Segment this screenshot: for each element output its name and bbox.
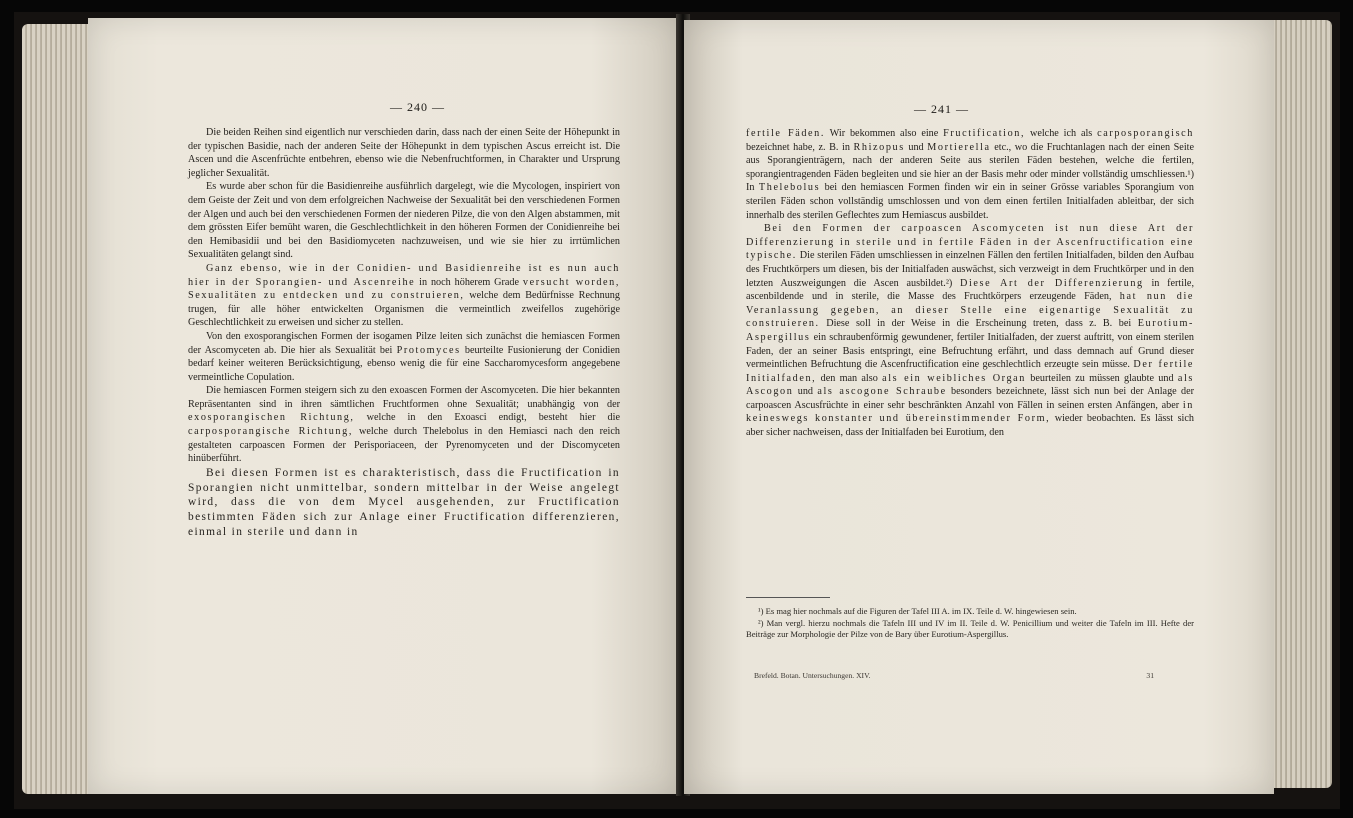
right-p2-i: Der fertile Initialfaden, xyxy=(746,359,1194,384)
right-p2-k: als ein weibliches Organ xyxy=(882,372,1026,384)
right-p2-r: wieder beobachten. Es lässt sich aber sicher nachweisen, dass der Initialfaden bei Eurotium, den xyxy=(746,413,1194,439)
left-p3-spaced2: versucht worden, Sexualitäten zu entdecken und zu construieren, xyxy=(188,276,620,302)
right-p1-a: fertile Fäden. xyxy=(746,128,826,139)
right-p2-n: und xyxy=(793,386,818,398)
right-p2-m: als Ascogon xyxy=(746,372,1194,398)
right-p2-b: Die sterilen Fäden umschliessen in einzelnen Fällen den fertilen Initialfaden, bilden den Aufbau des Fruchtkörpers um diesen, bis der Initialfaden auswächst, sich verzweigt in dem Fruchtkörper und in den letzten Auszweigungen die Ascen ausbildet.²) xyxy=(746,250,1194,289)
right-p1-f: bezeichnet habe, z. B. in xyxy=(746,141,854,153)
footnote-1: ¹) Es mag hier nochmals auf die Figuren der Tafel III A. im IX. Teile d. W. hingewiesen sein. xyxy=(758,606,1077,616)
right-p1-k: Thelebolus xyxy=(758,182,821,194)
right-page xyxy=(684,20,1274,794)
right-p2-j: den man also xyxy=(816,372,883,384)
right-p2-o: als ascogone Schraube xyxy=(817,386,947,398)
left-p4-spaced: Protomyces xyxy=(396,344,461,356)
right-p2-a: Bei den Formen der carpoascen Ascomyceten ist nun diese Art der Differenzierung in sterile und in fertile Fäden in der Ascenfructification eine typische. xyxy=(746,223,1194,262)
left-p3-end: welche dem Bedürfnisse Rechnung trugen, für alle höher entwickelten Organismen die vermeintlich zweifellos zugehörige Geschlechtlichkeit zu erweisen und sicher zu stellen. xyxy=(188,290,620,329)
footnote-rule xyxy=(746,597,830,598)
left-p5-spaced2: carposporangische Richtung, xyxy=(188,426,353,438)
right-p2-e: hat nun die Veranlassung gegeben, an dieser Stelle eine eigenartige Sexualität zu construieren. xyxy=(746,291,1194,330)
left-paragraph-4 xyxy=(188,330,620,384)
footnote-2: ²) Man vergl. hierzu nochmals die Tafeln III und IV im II. Teile d. W. Penicillium und weiter die Tafeln im III. Hefte der Beiträge zur Morphologie der Pilze von de Bary über Eurotium-Aspergillus. xyxy=(746,618,1194,640)
left-page-number: — 240 — xyxy=(390,100,445,114)
left-p5-spaced: exosporangischen Richtung, xyxy=(188,412,355,424)
right-p2-h: ein schraubenförmig gewundener, fertiler Initialfaden, der zuerst auftritt, von einem sterilen Faden, der an seiner Basis entspringt, eine Befruchtung erfährt, und dass demnach auf Grund dieser vermeintlichen Befruchtung die Ascenfructification eine geschlechtlich erzeugte sein müsse. xyxy=(746,331,1194,371)
right-p2-l: beurteilen zu müssen glaubte und xyxy=(1025,372,1178,384)
right-p1-j: etc., wo die Fruchtanlagen nach der einen Seite aus Sporangienträgern, nach der anderen Seite aus sterilen Fäden bestehen, welche die fertilen, sporangientragenden Fäden begleiten und sie hier an der Basis mehr oder minder vollständig umschliessen.¹) In xyxy=(746,141,1194,194)
right-p1-h: und xyxy=(904,141,928,153)
right-p1-c: Fructification, xyxy=(943,128,1026,139)
left-page-body xyxy=(188,126,620,540)
right-p2-q: in keineswegs konstanter und übereinstimmender Form, xyxy=(746,399,1194,425)
right-p1-l: bei den hemiascen Formen finden wir ein in seiner Grösse variables Sporangium von sterilen Fäden schon vollständig umschlossen und von dem einen fertilen Initialfaden ableitbar, der sich innerhalb des sterilen Geflechtes zum Hemiascus ausbildet. xyxy=(746,182,1194,221)
right-p2-d: in fertile, ascenbildende und in sterile, die Masse des Fruchtkörpers erzeugende Fäden, xyxy=(746,277,1194,303)
left-paragraph-2: Es wurde aber schon für die Basidienreihe ausführlich dargelegt, wie die Mycologen, inspiriert von dem Geiste der Zeit und von dem erfolgreichen Nachweise der Sexualität bei den verschiedenen Formen der Algen und auch bei den verschiedenen Formen der niederen Pilze, die von den Algen abstammen, mit dem grössten Eifer bemüht waren, die Geschlechtlichkeit in den höheren Formen der Conidienreihe bei den Hemibasidii und bei den Basidiomyceten nachzuweisen, und wie sie hier zu irrtümlichen Sexualitäten gelangt sind. xyxy=(188,181,620,261)
left-p4-end: beurteilte Fusionierung der Conidien bedarf keiner weiteren Berücksichtigung, ebenso wenig die für eine Saccharomycesform angegebene vermeintliche Copulation. xyxy=(188,344,620,383)
left-p5-end: welche durch Thelebolus in den Hemiasci nach den reich gestalteten carpoascen Formen der Perisporiaceen, der Pyrenomyceten und der Discomyceten hinüberführt. xyxy=(188,426,620,465)
signature-right: 31 xyxy=(1146,671,1154,680)
right-p1-d: welche ich als xyxy=(1025,128,1098,139)
right-page-number: — 241 — xyxy=(914,102,969,116)
right-p2-p: besonders bezeichnete, lässt sich nun bei der Anlage der carpoascen Ascusfrüchte in einer sehr beschränkten Anzahl von Fällen in seinen ersten Anfängen, aber xyxy=(746,386,1195,411)
left-p5-start: Die hemiascen Formen steigern sich zu den exoascen Formen der Ascomyceten. Die hier bekannten Repräsentanten sind in ihren sämtlichen Fruchtformen ohne Sexualität; unabhängig von der xyxy=(188,385,620,410)
right-p1-i: Mortierella xyxy=(927,141,991,153)
left-p4-start: Von den exosporangischen Formen der isogamen Pilze leiten sich zunächst die hemiascen Formen der Ascomyceten ab. Die hier als Sexualität bei xyxy=(188,330,620,356)
right-page-body xyxy=(746,127,1194,440)
right-paragraph-1 xyxy=(746,127,1194,222)
right-p1-g: Rhizopus xyxy=(853,141,905,153)
left-paragraph-6: Bei diesen Formen ist es charakteristisch, dass die Fructification in Sporangien nicht unmittelbar, sondern mittelbar in der Weise angelegt wird, dass die von dem Mycel ausgehenden, zur Fructification bestimmten Fäden sich zur Anlage einer Fructification differenzieren, einmal in sterile und dann in xyxy=(188,466,620,539)
left-page xyxy=(88,18,680,794)
left-paragraph-5 xyxy=(188,384,620,466)
right-p1-b: Wir bekommen also eine xyxy=(825,128,944,139)
left-p3-spaced: Ganz ebenso, wie in der Conidien- und Basidienreihe ist es nun auch hier in der Sporangien- und Ascenreihe xyxy=(188,262,620,288)
right-p2-g: Eurotium-Aspergillus xyxy=(746,318,1194,343)
printer-signature xyxy=(754,671,1194,680)
left-p3-rest: in noch höherem Grade xyxy=(415,276,523,288)
right-p1-e: carposporangisch xyxy=(1097,128,1194,139)
footnotes xyxy=(746,597,1194,642)
left-paragraph-3 xyxy=(188,262,620,330)
right-p2-f: Diese soll in der Weise in die Erscheinung treten, dass z. B. bei xyxy=(819,318,1138,330)
left-paragraph-1: Die beiden Reihen sind eigentlich nur verschieden darin, dass nach der einen Seite der Höhepunkt in der typischen Basidie, nach der anderen Seite der Höhepunkt in dem typischen Ascus erreicht ist. Die Ascen und die Ascenfrüchte entbehren, ebenso wie die Nebenfruchtformen, in Charakter und Ursprung jeglicher Sexualität. xyxy=(188,127,620,179)
right-p2-c: Diese Art der Differenzierung xyxy=(960,277,1144,289)
right-paragraph-2 xyxy=(746,222,1194,440)
signature-left: Brefeld. Botan. Untersuchungen. XIV. xyxy=(754,671,871,680)
left-p5-mid: welche in den Exoasci endigt, besteht hier die xyxy=(354,412,620,424)
